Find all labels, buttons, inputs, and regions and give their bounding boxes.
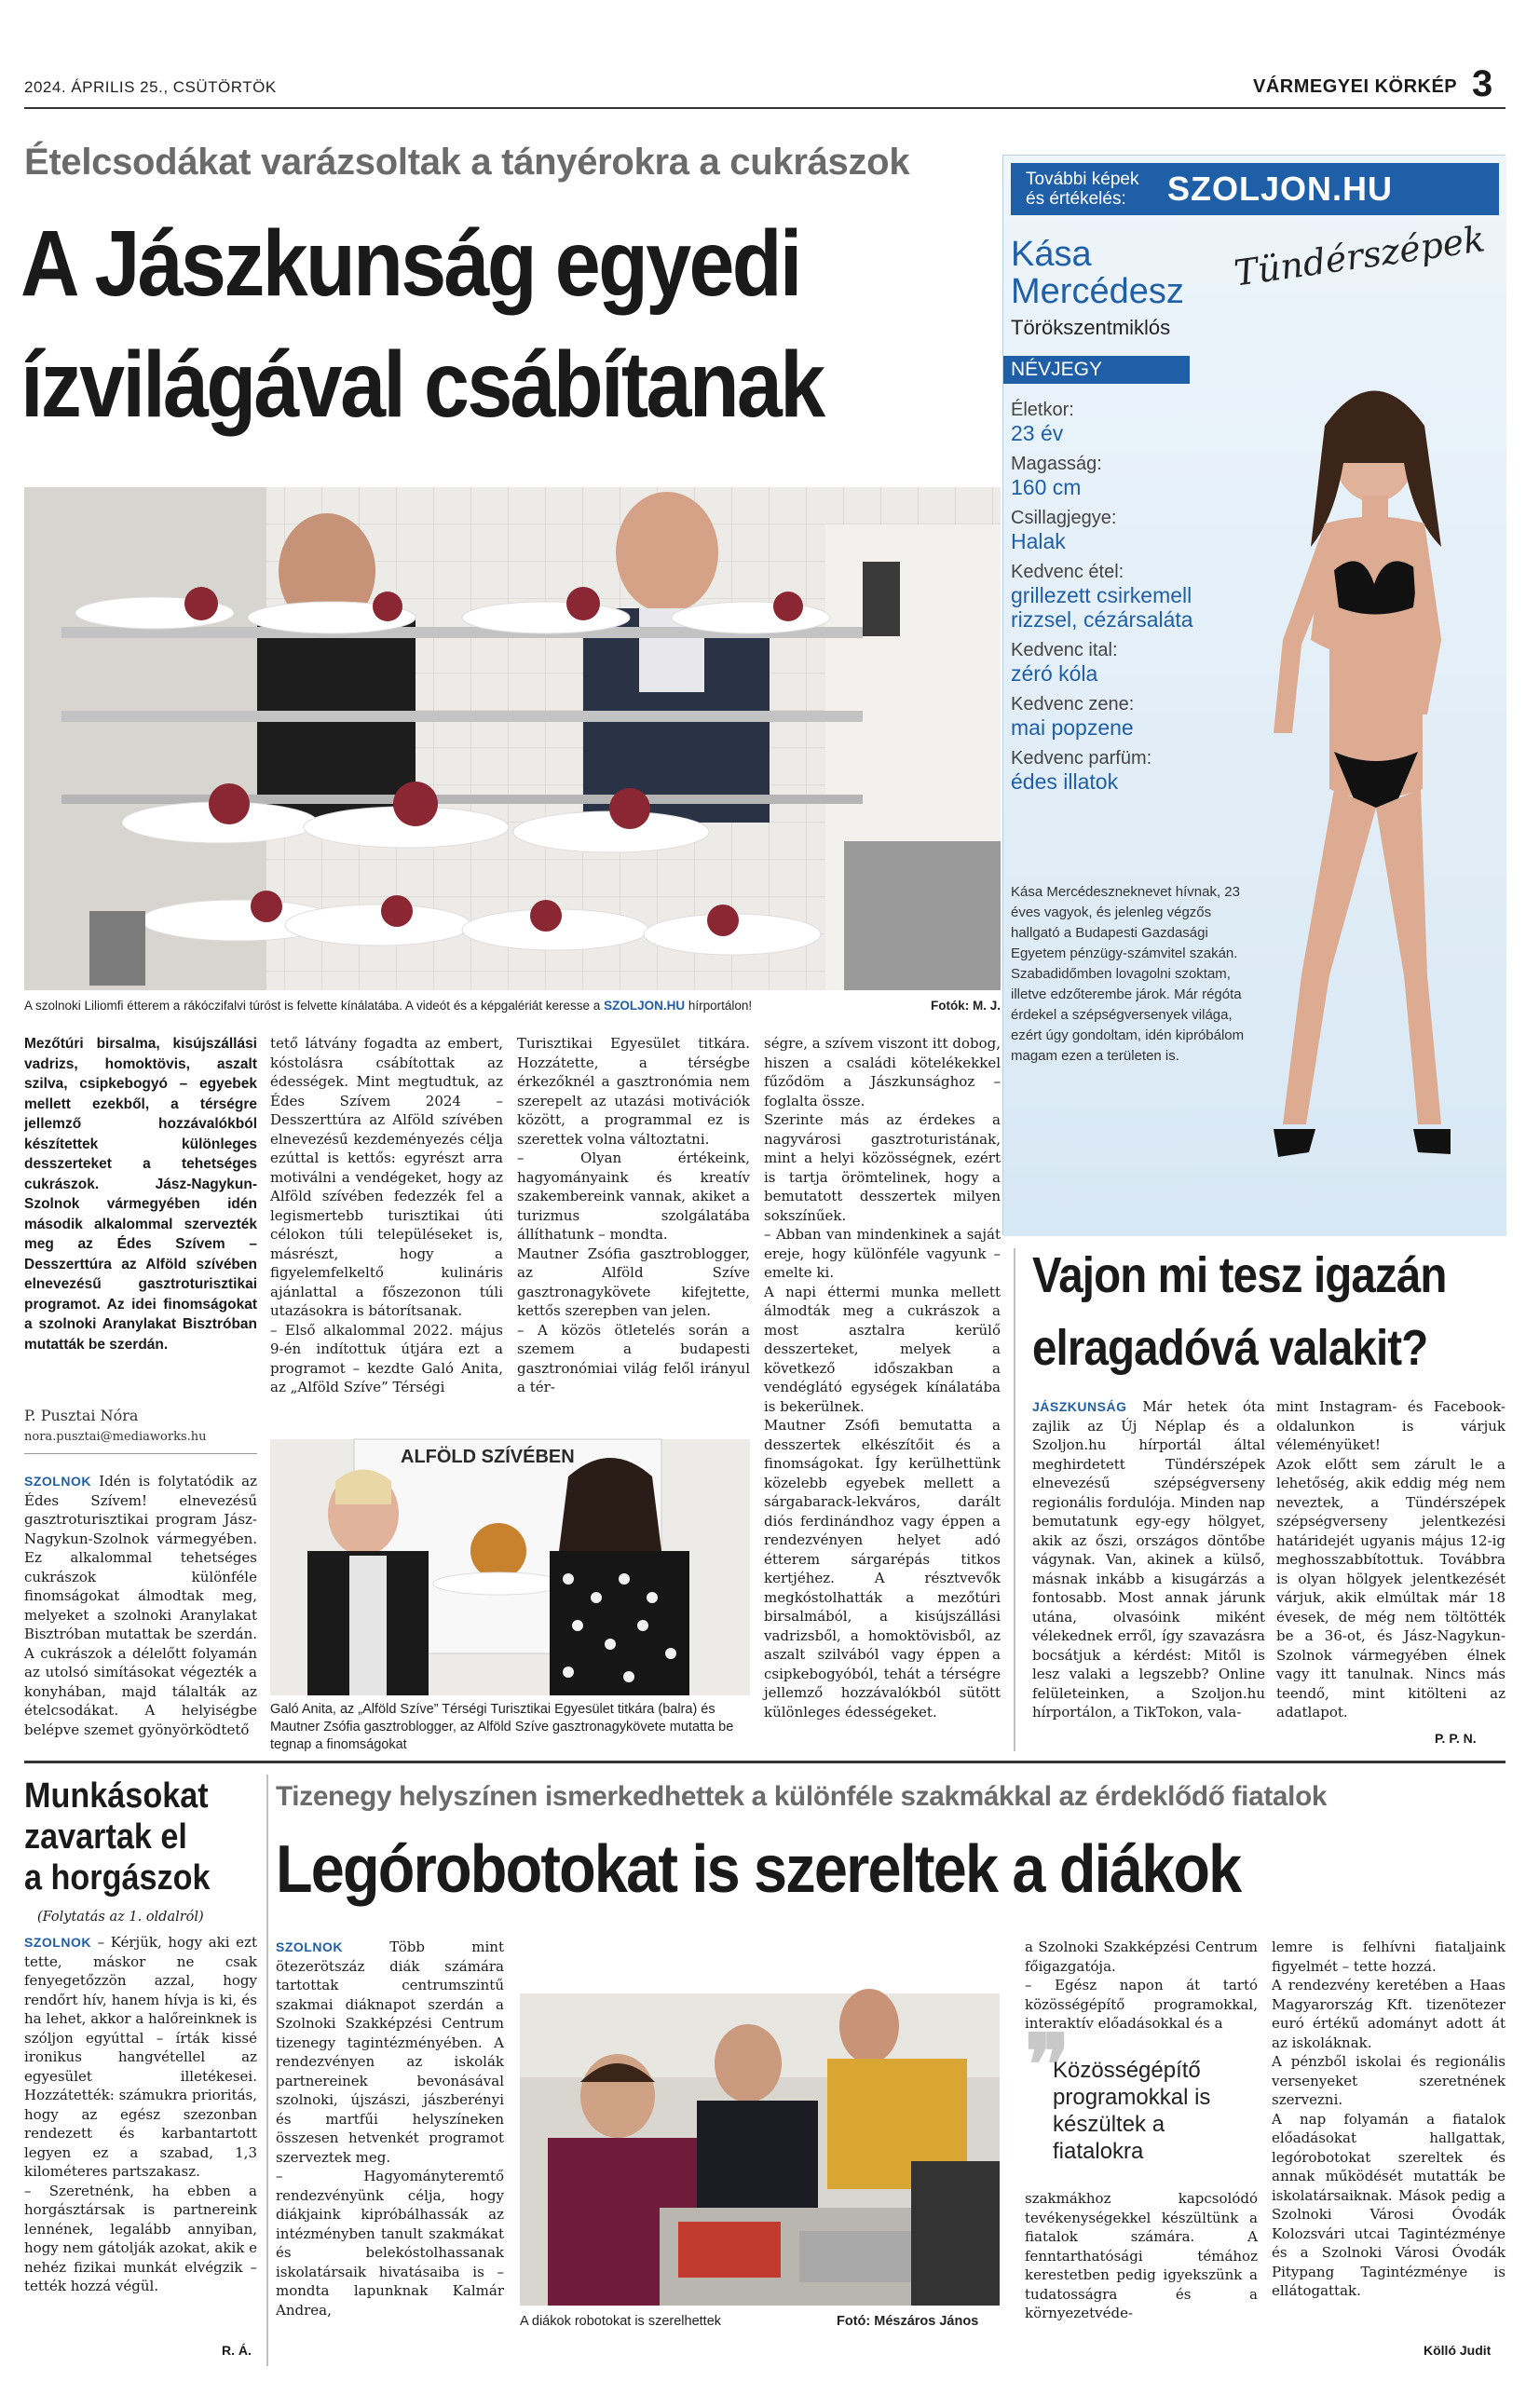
- bio-field-label: Csillagjegye:: [1011, 508, 1117, 528]
- promo-label-line2: és értékelés:: [1026, 189, 1126, 209]
- sidebar-box: [1002, 155, 1506, 1235]
- bio-field-value: 23 év: [1011, 421, 1064, 445]
- article1-headline-line1: A Jászkunság egyedi: [20, 211, 800, 316]
- article4-city: SZOLNOK: [276, 1939, 343, 1954]
- article1-headline-line2: ízvilágával csábítanak: [20, 333, 824, 437]
- article2-col1: [1032, 1397, 1265, 1751]
- bio-field-label: Kedvenc étel:: [1011, 562, 1124, 582]
- robot-photo-caption: A diákok robotokat is szerelhettek: [520, 2314, 722, 2329]
- article1-email: nora.pusztai@mediaworks.hu: [24, 1430, 207, 1444]
- article2-col1-body: Már hetek óta zajlik az Új Néplap és a Szoljon.hu hírportál által meghirdetett Tündérszépek elnevezésű szépségverseny regionális fordulója. Minden nap bemutatunk egy-egy hölgyet, akik az őszi, országos döntőbe vágynak. Van, akinek a külső, másnak inkább a kisugárzás a fontosabb. Most annak járunk utána, olvasóink miként vélekednek erről, így szavazásra bocsátjuk a kérdést: Mitől is lesz valaki a legszebb? Online felületeinken, a Szoljon.hu hírportálon, a TikTokon, vala-: [1032, 1398, 1265, 1721]
- article2-headline-line1: Vajon mi tesz igazán: [1032, 1247, 1447, 1303]
- hosts-photo: [270, 1439, 750, 1695]
- article3-divider: [266, 1775, 268, 2366]
- bio-field-value: 160 cm: [1011, 475, 1082, 499]
- article1-col4: ségre, a szívem viszont itt dobog, hiszen a családi kötelékekkel fűződöm a Jászkunsághoz – foglalta össze. Szerinte más az érdekes a nagyvárosi gasztroturistának, mint a helyi közösségnek, ezért is tartja örömtelinek, hogy a bemutatott desszertek milyen sokszínűek. – Abban van mindenkinek a saját ereje, hogy különféle vagyunk – emelte ki. A napi éttermi munka mellett álmodták meg a cukrászok a most asztalra kerülő desszerteket, melyek a következő időszakban a vendéglátó egységek kínálatába is bekerülnek. Mautner Zsófi bemutatta a desszertek elkészítőit és a finomságokat. Így kerülhettünk közelebb egyebek mellett a sárgabarack-lekváros, darált diós ferdinándhoz vagy éppen a rendezvényen helyet adó étterem sárgarépás titkos kertjéhez. A résztvevők megkóstolhatták a mezőtúri birsalmából, a kisújszállási vadrizsből, a homoktövisből, az aszalt szilvából vagy éppen a csipkebogyóból, tehát a térségre jellemző hozzávalókból sütött különleges édességeket.: [764, 1035, 1001, 1721]
- bio-field: [1011, 640, 1253, 686]
- bio-field-value: Halak: [1011, 529, 1066, 553]
- bio-field: [1011, 508, 1253, 553]
- section-rule: [24, 1761, 1506, 1763]
- article2-city: JÁSZKUNSÁG: [1032, 1399, 1127, 1414]
- bio-field-value: grillezett csirkemell rizzsel, cézársaláta: [1011, 583, 1193, 632]
- article2-headline-line2: elragadóvá valakit?: [1032, 1320, 1428, 1376]
- bio-field-value: zéró kóla: [1011, 661, 1098, 686]
- article1-col1-body: Idén is folytatódik az Édes Szívem! elnevezésű gasztroturisztikai program Jász-Nagykun-Szolnok vármegyében. Ez alkalommal tehetséges cukrászok különféle finomságokat álmodtak meg, melyeket a szolnoki Aranylakat Bisztróban mutattak be szerdán. A cukrászok a délelőtt folyamán az utolsó simításokat végezték a konyhában, majd tálalták az ételcsodákat. A helyiségbe belépve szemet gyönyörködtető: [24, 1473, 257, 1738]
- bio-field-label: Kedvenc zene:: [1011, 694, 1135, 714]
- article2-signature: P. P. N.: [1435, 1731, 1477, 1746]
- article4-col3: lemre is felhívni fiataljaink figyelmét – tette hozzá. A rendezvény keretében a Haas Magyarország Kft. tizenötezer euró értékű adományt adott át az iskoláknak. A pénzből iskolai és regionális versenyeket szeretnének szervezni. A nap folyamán a fiatalok előadásokat hallgattak, legórobotokat szereltek és annak működését mutatták be iskolatársaiknak. Mások pedig a Szolnoki Városi Óvodák Kolozsvári utcai Tagintézménye és a Szolnoki Városi Óvodák Pitypang Tagintézménye is ellátogattak.: [1272, 1939, 1506, 2299]
- article1-kicker: Ételcsodákat varázsoltak a tányérokra a cukrászok: [24, 142, 910, 183]
- article4-col1-body: Több mint ötezerötszáz diák számára tartottak centrumszintű szakmai diáknapot szerdán a Szolnoki Szakképzési Centrum tizenegy tagintézményében. A rendezvényen az iskolák partnereinek bevonásával szolnoki, újszászi, jászberényi és martfűi helyszíneken összesen hetvenkét programot szerveztek meg. – Hagyományteremtő rendezvényünk célja, hogy diákjaink kipróbálhassák az intézményben tanult szakmákat és belekóstolhassanak iskolatársaik hivatásaiba is – mondta lapunknak Kalmár Andrea,: [276, 1939, 504, 2319]
- article4-headline: Legórobotokat is szereltek a diákok: [276, 1832, 1241, 1907]
- caption-text: A szolnoki Liliomfi étterem a rákóczifalvi túróst is felvette kínálatába. A videót és a képgalériát keresse a: [24, 999, 601, 1013]
- tunderszepek-logo: Tündérszépek: [1232, 218, 1488, 294]
- article4-kicker: Tizenegy helyszínen ismerkedhettek a különféle szakmákkal az érdeklődő fiatalok: [276, 1781, 1328, 1812]
- hosts-photo-illustration: [270, 1439, 750, 1695]
- robot-photo-illustration: [520, 1993, 1000, 2306]
- bio-field-label: Kedvenc ital:: [1011, 640, 1118, 660]
- article1-lead: Mezőtúri birsalma, kisújszállási vadrizs, homoktövis, aszalt szilva, csipkebogyó – egyebek mellett ezekből, a térségre jellemző hozzávalókból készítettek különleges desszerteket a tehetséges cukrászok. Jász-Nagykun-Szolnok vármegyében idén második alkalommal szervezték meg az Édes Szívem – Desszerttúra az Alföld szívében elnevezésű gasztroturisztikai programot. Az idei finomságokat a szolnoki Aranylakat Bisztróban mutatták be szerdán.: [24, 1036, 257, 1353]
- article4-signature: Kölló Judit: [1424, 2343, 1492, 2358]
- article1-col3: Turisztikai Egyesület titkára. Hozzátette, a térségbe érkezőknél a gasztronómia nem szerepelt az utazási motivációk között, a programmal ez is szerettek volna változtatni. – Olyan értékeink, hagyományaink és kreatív szakembereink vannak, akiket a turizmus szolgálatába állíthatunk – mondta. Mautner Zsófia gasztroblogger, az Alföld Szíve gasztronagykövete kifejtette, kettős szerepben van jelen. – A közös ötletelés során a szemem a budapesti gasztronómiai világ felől irányul a tér-: [517, 1035, 750, 1395]
- article4-col1: [276, 1938, 504, 2385]
- bio-title: NÉVJEGY: [1003, 356, 1190, 384]
- bio-field: [1011, 400, 1253, 445]
- bio-field: [1011, 694, 1253, 740]
- article2-divider: [1014, 1248, 1015, 1751]
- robot-photo-credit: Fotó: Mészáros János: [837, 2314, 979, 2329]
- bio-field-label: Kedvenc parfüm:: [1011, 748, 1152, 769]
- contestant-town: Törökszentmiklós: [1011, 316, 1171, 339]
- promo-site[interactable]: SZOLJON.HU: [1167, 170, 1394, 208]
- bio-fields: [1011, 400, 1253, 802]
- promo-label-line1: További képek: [1026, 170, 1139, 189]
- article4-col2-bottom: szakmákhoz kapcsolódó tevékenységekkel készültünk a fiatalok számára. A fenntarthatósági témához kerestetben pedig igyekszünk a tudatosságra és a környezetvéde-: [1025, 2190, 1258, 2321]
- article3-body: [24, 1933, 257, 2352]
- caption-tail: hírportálon!: [688, 999, 753, 1013]
- article4-quote: Közösségépítő programokkal is készültek a fiatalokra: [1053, 2058, 1211, 2164]
- contestant-name-line1: Kása: [1011, 235, 1092, 274]
- article1-col2: tető látvány fogadta az embert, kóstolásra csábítottak az édességek. Mint megtudtuk, az Édes Szívem 2024 – Desszerttúra az Alföld szívében elnevezésű kezdeményezés célja ezúttal is kettős: egyrészt arra motiválni a vendégeket, hogy az Alföld szívében fedezzék fel a legismertebb turisztikai úti célokon túli településeket is, másrészt, hogy a figyelemfelkeltő kulináris ajánlattal a főszezonon túli utazásokra is bátorítsanak. – Első alkalommal 2022. május 9-én indítottuk útjára ezt a programot – kezdte Galó Anita, az „Alföld Szíve” Térségi: [270, 1035, 503, 1395]
- robot-photo: [520, 1993, 1000, 2306]
- article3-signature: R. Á.: [222, 2343, 252, 2358]
- bio-field: [1011, 748, 1160, 794]
- article3-continued: (Folytatás az 1. oldalról): [37, 1910, 204, 1925]
- hosts-sign-text: ALFÖLD SZÍVÉBEN: [401, 1447, 575, 1467]
- header-date: 2024. ÁPRILIS 25., CSÜTÖRTÖK: [24, 78, 277, 96]
- bio-field-label: Életkor:: [1011, 400, 1074, 420]
- kitchen-photo-illustration: [24, 487, 1001, 990]
- header-section: VÁRMEGYEI KÖRKÉP: [1253, 76, 1458, 97]
- article1-author: P. Pusztai Nóra: [24, 1407, 139, 1424]
- article3-headline-line3: a horgászok: [24, 1858, 211, 1898]
- article1-city: SZOLNOK: [24, 1474, 91, 1489]
- article3-headline-line1: Munkásokat: [24, 1776, 209, 1816]
- promo-banner[interactable]: [1011, 163, 1499, 215]
- header-rule: [24, 107, 1506, 109]
- kitchen-photo-caption: [24, 998, 1001, 1014]
- bio-field: [1011, 562, 1253, 632]
- bio-field-label: Magasság:: [1011, 454, 1102, 474]
- article3-headline-line2: zavartak el: [24, 1817, 187, 1857]
- author-rule: [24, 1453, 257, 1454]
- page-number: 3: [1472, 63, 1493, 104]
- article2-col2: mint Instagram- és Facebook-oldalunkon is várjuk véleményüket! Azok előtt sem zárult le a lehetőség, akik eddig még nem neveztek, a Tündérszépek szépségverseny jelentkezési határidejét ugyanis május 12-ig meghosszabbítottuk. Továbbra is olyan hölgyek jelentkezését várjuk, akik elmúltak már 18 évesek, de még nem töltötték be a 36-ot, és Jász-Nagykun-Szolnok vármegyében élnek vagy itt tanulnak. Nincs más teendő, mint kitölteni az adatlapot.: [1276, 1398, 1506, 1721]
- bio-field-value: édes illatok: [1011, 769, 1119, 794]
- bio-field-value: mai popzene: [1011, 715, 1134, 740]
- article3-body-text: – Kérjük, hogy aki ezt tette, máskor ne csak fenyegetőzzön azzal, hogy rendőrt hív, hanem hívja is ki, és ha lehet, akkor a halőreinknek is szóljon egyúttal – írták kissé ironikus hangvétellel az egyesület illetékesei. Hozzátették: számukra prioritás, hogy az egész szezonban rendezett és karbantartott legyen ez a szabad, 1,3 kilométeres partszakasz. – Szeretnénk, ha ebben a horgásztársak is partnereink lennének, legalább annyiban, hogy nem gátolják azokat, akik e nehéz fizikai munkát elvégzik – tették hozzá végül.: [24, 1934, 258, 2294]
- article1-col1: [24, 1472, 257, 1751]
- kitchen-photo: [24, 487, 1001, 990]
- contestant-name-line2: Mercédesz: [1011, 272, 1184, 311]
- photo-credit: Fotók: M. J.: [931, 999, 1001, 1013]
- bio-field: [1011, 454, 1253, 499]
- contestant-description: Kása Mercédeszneknevet hívnak, 23 éves vagyok, és jelenleg végzős hallgató a Budapesti Gazdasági Egyetem pénzügy-számvitel szakán. Szabadidőmben lovagolni szoktam, illetve edzőterembe járok. Már régóta érdekel a szépségversenyek világa, ezért úgy gondoltam, idén kipróbálom magam ezen a területen is.: [1011, 884, 1245, 1064]
- article3-city: SZOLNOK: [24, 1935, 91, 1950]
- quote-mark: ❞: [1025, 2016, 1070, 2115]
- article4-col2-top: a Szolnoki Szakképzési Centrum főigazgatója. – Egész napon át tartó közösségépítő programokkal, interaktív előadásokkal és a: [1025, 1939, 1258, 2032]
- hosts-photo-caption: Galó Anita, az „Alföld Szíve” Térségi Turisztikai Egyesület titkára (balra) és Mautner Zsófia gasztroblogger, az Alföld Szíve gasztronagykövete mutatta be tegnap a finomságokat: [270, 1702, 734, 1752]
- caption-site: SZOLJON.HU: [604, 999, 686, 1013]
